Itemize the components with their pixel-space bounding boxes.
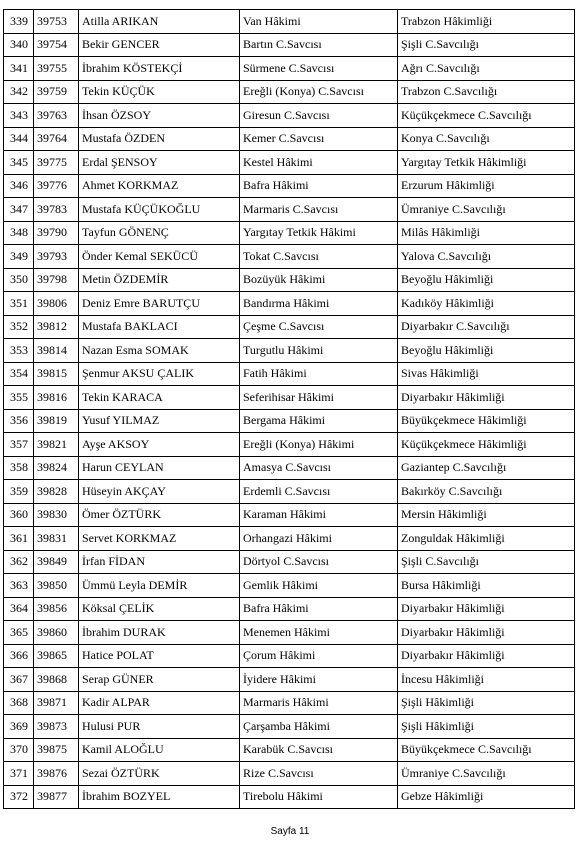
person-name-cell: Tayfun GÖNENÇ xyxy=(79,221,240,245)
table-row xyxy=(4,762,575,786)
row-number-cell: 359 xyxy=(4,480,34,504)
registry-number-cell: 39783 xyxy=(34,198,79,222)
row-number-cell: 342 xyxy=(4,80,34,104)
new-post-cell: Yalova C.Savcılığı xyxy=(398,245,575,269)
row-number-cell: 371 xyxy=(4,762,34,786)
current-post-cell: Marmaris C.Savcısı xyxy=(240,198,398,222)
registry-number-cell: 39759 xyxy=(34,80,79,104)
row-number-cell: 351 xyxy=(4,292,34,316)
current-post-cell: Erdemli C.Savcısı xyxy=(240,480,398,504)
new-post-cell: Bakırköy C.Savcılığı xyxy=(398,480,575,504)
person-name-cell: İbrahim DURAK xyxy=(79,621,240,645)
current-post-cell: Kemer C.Savcısı xyxy=(240,127,398,151)
registry-number-cell: 39790 xyxy=(34,221,79,245)
row-number-cell: 346 xyxy=(4,174,34,198)
new-post-cell: Küçükçekmece Hâkimliği xyxy=(398,433,575,457)
row-number-cell: 367 xyxy=(4,668,34,692)
new-post-cell: İncesu Hâkimliği xyxy=(398,668,575,692)
new-post-cell: Milâs Hâkimliği xyxy=(398,221,575,245)
current-post-cell: Bafra Hâkimi xyxy=(240,174,398,198)
registry-number-cell: 39875 xyxy=(34,738,79,762)
row-number-cell: 363 xyxy=(4,574,34,598)
registry-number-cell: 39798 xyxy=(34,268,79,292)
current-post-cell: Giresun C.Savcısı xyxy=(240,104,398,128)
registry-number-cell: 39819 xyxy=(34,409,79,433)
page-number: Sayfa 11 xyxy=(270,826,310,837)
row-number-cell: 345 xyxy=(4,151,34,175)
table-row xyxy=(4,644,575,668)
row-number-cell: 352 xyxy=(4,315,34,339)
registry-number-cell: 39776 xyxy=(34,174,79,198)
table-row xyxy=(4,621,575,645)
current-post-cell: Sürmene C.Savcısı xyxy=(240,57,398,81)
new-post-cell: Şişli Hâkimliği xyxy=(398,691,575,715)
registry-number-cell: 39824 xyxy=(34,456,79,480)
table-row xyxy=(4,715,575,739)
person-name-cell: Sezai ÖZTÜRK xyxy=(79,762,240,786)
table-row xyxy=(4,668,575,692)
row-number-cell: 348 xyxy=(4,221,34,245)
row-number-cell: 364 xyxy=(4,597,34,621)
table-row xyxy=(4,57,575,81)
row-number-cell: 365 xyxy=(4,621,34,645)
new-post-cell: Konya C.Savcılığı xyxy=(398,127,575,151)
row-number-cell: 344 xyxy=(4,127,34,151)
person-name-cell: Atilla ARIKAN xyxy=(79,10,240,34)
row-number-cell: 358 xyxy=(4,456,34,480)
person-name-cell: Hatice POLAT xyxy=(79,644,240,668)
row-number-cell: 343 xyxy=(4,104,34,128)
row-number-cell: 356 xyxy=(4,409,34,433)
current-post-cell: Bartın C.Savcısı xyxy=(240,33,398,57)
registry-number-cell: 39753 xyxy=(34,10,79,34)
new-post-cell: Ümraniye C.Savcılığı xyxy=(398,198,575,222)
current-post-cell: Menemen Hâkimi xyxy=(240,621,398,645)
current-post-cell: Kestel Hâkimi xyxy=(240,151,398,175)
new-post-cell: Büyükçekmece Hâkimliği xyxy=(398,409,575,433)
table-row xyxy=(4,574,575,598)
current-post-cell: Bergama Hâkimi xyxy=(240,409,398,433)
current-post-cell: Fatih Hâkimi xyxy=(240,362,398,386)
person-name-cell: Hulusi PUR xyxy=(79,715,240,739)
person-name-cell: İbrahim KÖSTEKÇİ xyxy=(79,57,240,81)
table-row xyxy=(4,362,575,386)
row-number-cell: 353 xyxy=(4,339,34,363)
new-post-cell: Beyoğlu Hâkimliği xyxy=(398,339,575,363)
registry-number-cell: 39816 xyxy=(34,386,79,410)
new-post-cell: Zonguldak Hâkimliği xyxy=(398,527,575,551)
person-name-cell: İhsan ÖZSOY xyxy=(79,104,240,128)
appointment-table-body xyxy=(4,10,575,809)
person-name-cell: Önder Kemal SEKÜCÜ xyxy=(79,245,240,269)
person-name-cell: Bekir GENCER xyxy=(79,33,240,57)
person-name-cell: Servet KORKMAZ xyxy=(79,527,240,551)
registry-number-cell: 39775 xyxy=(34,151,79,175)
row-number-cell: 355 xyxy=(4,386,34,410)
person-name-cell: Ümmü Leyla DEMİR xyxy=(79,574,240,598)
registry-number-cell: 39877 xyxy=(34,785,79,809)
registry-number-cell: 39806 xyxy=(34,292,79,316)
current-post-cell: Bozüyük Hâkimi xyxy=(240,268,398,292)
person-name-cell: Mustafa KÜÇÜKOĞLU xyxy=(79,198,240,222)
registry-number-cell: 39830 xyxy=(34,503,79,527)
table-row xyxy=(4,503,575,527)
table-row xyxy=(4,10,575,34)
current-post-cell: İyidere Hâkimi xyxy=(240,668,398,692)
table-row xyxy=(4,527,575,551)
person-name-cell: Nazan Esma SOMAK xyxy=(79,339,240,363)
current-post-cell: Marmaris Hâkimi xyxy=(240,691,398,715)
row-number-cell: 357 xyxy=(4,433,34,457)
table-row xyxy=(4,221,575,245)
registry-number-cell: 39812 xyxy=(34,315,79,339)
new-post-cell: Kadıköy Hâkimliği xyxy=(398,292,575,316)
current-post-cell: Karaman Hâkimi xyxy=(240,503,398,527)
row-number-cell: 366 xyxy=(4,644,34,668)
current-post-cell: Yargıtay Tetkik Hâkimi xyxy=(240,221,398,245)
new-post-cell: Gaziantep C.Savcılığı xyxy=(398,456,575,480)
person-name-cell: İbrahim BOZYEL xyxy=(79,785,240,809)
person-name-cell: Hüseyin AKÇAY xyxy=(79,480,240,504)
registry-number-cell: 39755 xyxy=(34,57,79,81)
row-number-cell: 370 xyxy=(4,738,34,762)
row-number-cell: 341 xyxy=(4,57,34,81)
current-post-cell: Ereğli (Konya) C.Savcısı xyxy=(240,80,398,104)
new-post-cell: Yargıtay Tetkik Hâkimliği xyxy=(398,151,575,175)
registry-number-cell: 39876 xyxy=(34,762,79,786)
current-post-cell: Bafra Hâkimi xyxy=(240,597,398,621)
new-post-cell: Bursa Hâkimliği xyxy=(398,574,575,598)
current-post-cell: Çarşamba Hâkimi xyxy=(240,715,398,739)
person-name-cell: Tekin KÜÇÜK xyxy=(79,80,240,104)
row-number-cell: 340 xyxy=(4,33,34,57)
current-post-cell: Gemlik Hâkimi xyxy=(240,574,398,598)
new-post-cell: Diyarbakır Hâkimliği xyxy=(398,597,575,621)
new-post-cell: Büyükçekmece C.Savcılığı xyxy=(398,738,575,762)
person-name-cell: Yusuf YILMAZ xyxy=(79,409,240,433)
registry-number-cell: 39754 xyxy=(34,33,79,57)
row-number-cell: 354 xyxy=(4,362,34,386)
person-name-cell: Kamil ALOĞLU xyxy=(79,738,240,762)
row-number-cell: 368 xyxy=(4,691,34,715)
current-post-cell: Ereğli (Konya) Hâkimi xyxy=(240,433,398,457)
row-number-cell: 362 xyxy=(4,550,34,574)
table-row xyxy=(4,386,575,410)
registry-number-cell: 39865 xyxy=(34,644,79,668)
table-row xyxy=(4,245,575,269)
new-post-cell: Mersin Hâkimliği xyxy=(398,503,575,527)
new-post-cell: Şişli C.Savcılığı xyxy=(398,550,575,574)
registry-number-cell: 39763 xyxy=(34,104,79,128)
person-name-cell: Metin ÖZDEMİR xyxy=(79,268,240,292)
person-name-cell: Şenmur AKSU ÇALIK xyxy=(79,362,240,386)
registry-number-cell: 39814 xyxy=(34,339,79,363)
table-row xyxy=(4,127,575,151)
table-row xyxy=(4,33,575,57)
new-post-cell: Trabzon C.Savcılığı xyxy=(398,80,575,104)
table-row xyxy=(4,409,575,433)
current-post-cell: Bandırma Hâkimi xyxy=(240,292,398,316)
row-number-cell: 360 xyxy=(4,503,34,527)
registry-number-cell: 39871 xyxy=(34,691,79,715)
table-row xyxy=(4,292,575,316)
new-post-cell: Küçükçekmece C.Savcılığı xyxy=(398,104,575,128)
row-number-cell: 372 xyxy=(4,785,34,809)
person-name-cell: Deniz Emre BARUTÇU xyxy=(79,292,240,316)
table-row xyxy=(4,433,575,457)
new-post-cell: Gebze Hâkimliği xyxy=(398,785,575,809)
table-row xyxy=(4,80,575,104)
current-post-cell: Turgutlu Hâkimi xyxy=(240,339,398,363)
registry-number-cell: 39873 xyxy=(34,715,79,739)
person-name-cell: Ahmet KORKMAZ xyxy=(79,174,240,198)
row-number-cell: 349 xyxy=(4,245,34,269)
new-post-cell: Diyarbakır Hâkimliği xyxy=(398,621,575,645)
table-row xyxy=(4,785,575,809)
person-name-cell: Ayşe AKSOY xyxy=(79,433,240,457)
table-row xyxy=(4,456,575,480)
row-number-cell: 350 xyxy=(4,268,34,292)
person-name-cell: Harun CEYLAN xyxy=(79,456,240,480)
table-row xyxy=(4,480,575,504)
person-name-cell: Mustafa ÖZDEN xyxy=(79,127,240,151)
registry-number-cell: 39860 xyxy=(34,621,79,645)
row-number-cell: 369 xyxy=(4,715,34,739)
registry-number-cell: 39850 xyxy=(34,574,79,598)
table-row xyxy=(4,738,575,762)
current-post-cell: Van Hâkimi xyxy=(240,10,398,34)
current-post-cell: Seferihisar Hâkimi xyxy=(240,386,398,410)
current-post-cell: Orhangazi Hâkimi xyxy=(240,527,398,551)
registry-number-cell: 39849 xyxy=(34,550,79,574)
row-number-cell: 339 xyxy=(4,10,34,34)
person-name-cell: Erdal ŞENSOY xyxy=(79,151,240,175)
table-row xyxy=(4,104,575,128)
person-name-cell: Mustafa BAKLACI xyxy=(79,315,240,339)
person-name-cell: Köksal ÇELİK xyxy=(79,597,240,621)
new-post-cell: Şişli Hâkimliği xyxy=(398,715,575,739)
table-row xyxy=(4,174,575,198)
registry-number-cell: 39815 xyxy=(34,362,79,386)
current-post-cell: Çorum Hâkimi xyxy=(240,644,398,668)
registry-number-cell: 39821 xyxy=(34,433,79,457)
person-name-cell: Tekin KARACA xyxy=(79,386,240,410)
new-post-cell: Erzurum Hâkimliği xyxy=(398,174,575,198)
current-post-cell: Dörtyol C.Savcısı xyxy=(240,550,398,574)
new-post-cell: Diyarbakır C.Savcılığı xyxy=(398,315,575,339)
table-row xyxy=(4,315,575,339)
new-post-cell: Beyoğlu Hâkimliği xyxy=(398,268,575,292)
new-post-cell: Diyarbakır Hâkimliği xyxy=(398,644,575,668)
table-row xyxy=(4,198,575,222)
new-post-cell: Diyarbakır Hâkimliği xyxy=(398,386,575,410)
registry-number-cell: 39828 xyxy=(34,480,79,504)
new-post-cell: Trabzon Hâkimliği xyxy=(398,10,575,34)
table-row xyxy=(4,597,575,621)
table-row xyxy=(4,550,575,574)
current-post-cell: Amasya C.Savcısı xyxy=(240,456,398,480)
registry-number-cell: 39764 xyxy=(34,127,79,151)
table-row xyxy=(4,339,575,363)
registry-number-cell: 39868 xyxy=(34,668,79,692)
row-number-cell: 361 xyxy=(4,527,34,551)
row-number-cell: 347 xyxy=(4,198,34,222)
table-row xyxy=(4,691,575,715)
new-post-cell: Ümraniye C.Savcılığı xyxy=(398,762,575,786)
person-name-cell: Serap GÜNER xyxy=(79,668,240,692)
appointment-table xyxy=(3,9,575,809)
person-name-cell: İrfan FİDAN xyxy=(79,550,240,574)
new-post-cell: Sivas Hâkimliği xyxy=(398,362,575,386)
new-post-cell: Ağrı C.Savcılığı xyxy=(398,57,575,81)
current-post-cell: Tokat C.Savcısı xyxy=(240,245,398,269)
current-post-cell: Rize C.Savcısı xyxy=(240,762,398,786)
registry-number-cell: 39831 xyxy=(34,527,79,551)
table-row xyxy=(4,268,575,292)
table-row xyxy=(4,151,575,175)
registry-number-cell: 39793 xyxy=(34,245,79,269)
registry-number-cell: 39856 xyxy=(34,597,79,621)
current-post-cell: Karabük C.Savcısı xyxy=(240,738,398,762)
new-post-cell: Şişli C.Savcılığı xyxy=(398,33,575,57)
person-name-cell: Ömer ÖZTÜRK xyxy=(79,503,240,527)
current-post-cell: Çeşme C.Savcısı xyxy=(240,315,398,339)
person-name-cell: Kadir ALPAR xyxy=(79,691,240,715)
current-post-cell: Tirebolu Hâkimi xyxy=(240,785,398,809)
